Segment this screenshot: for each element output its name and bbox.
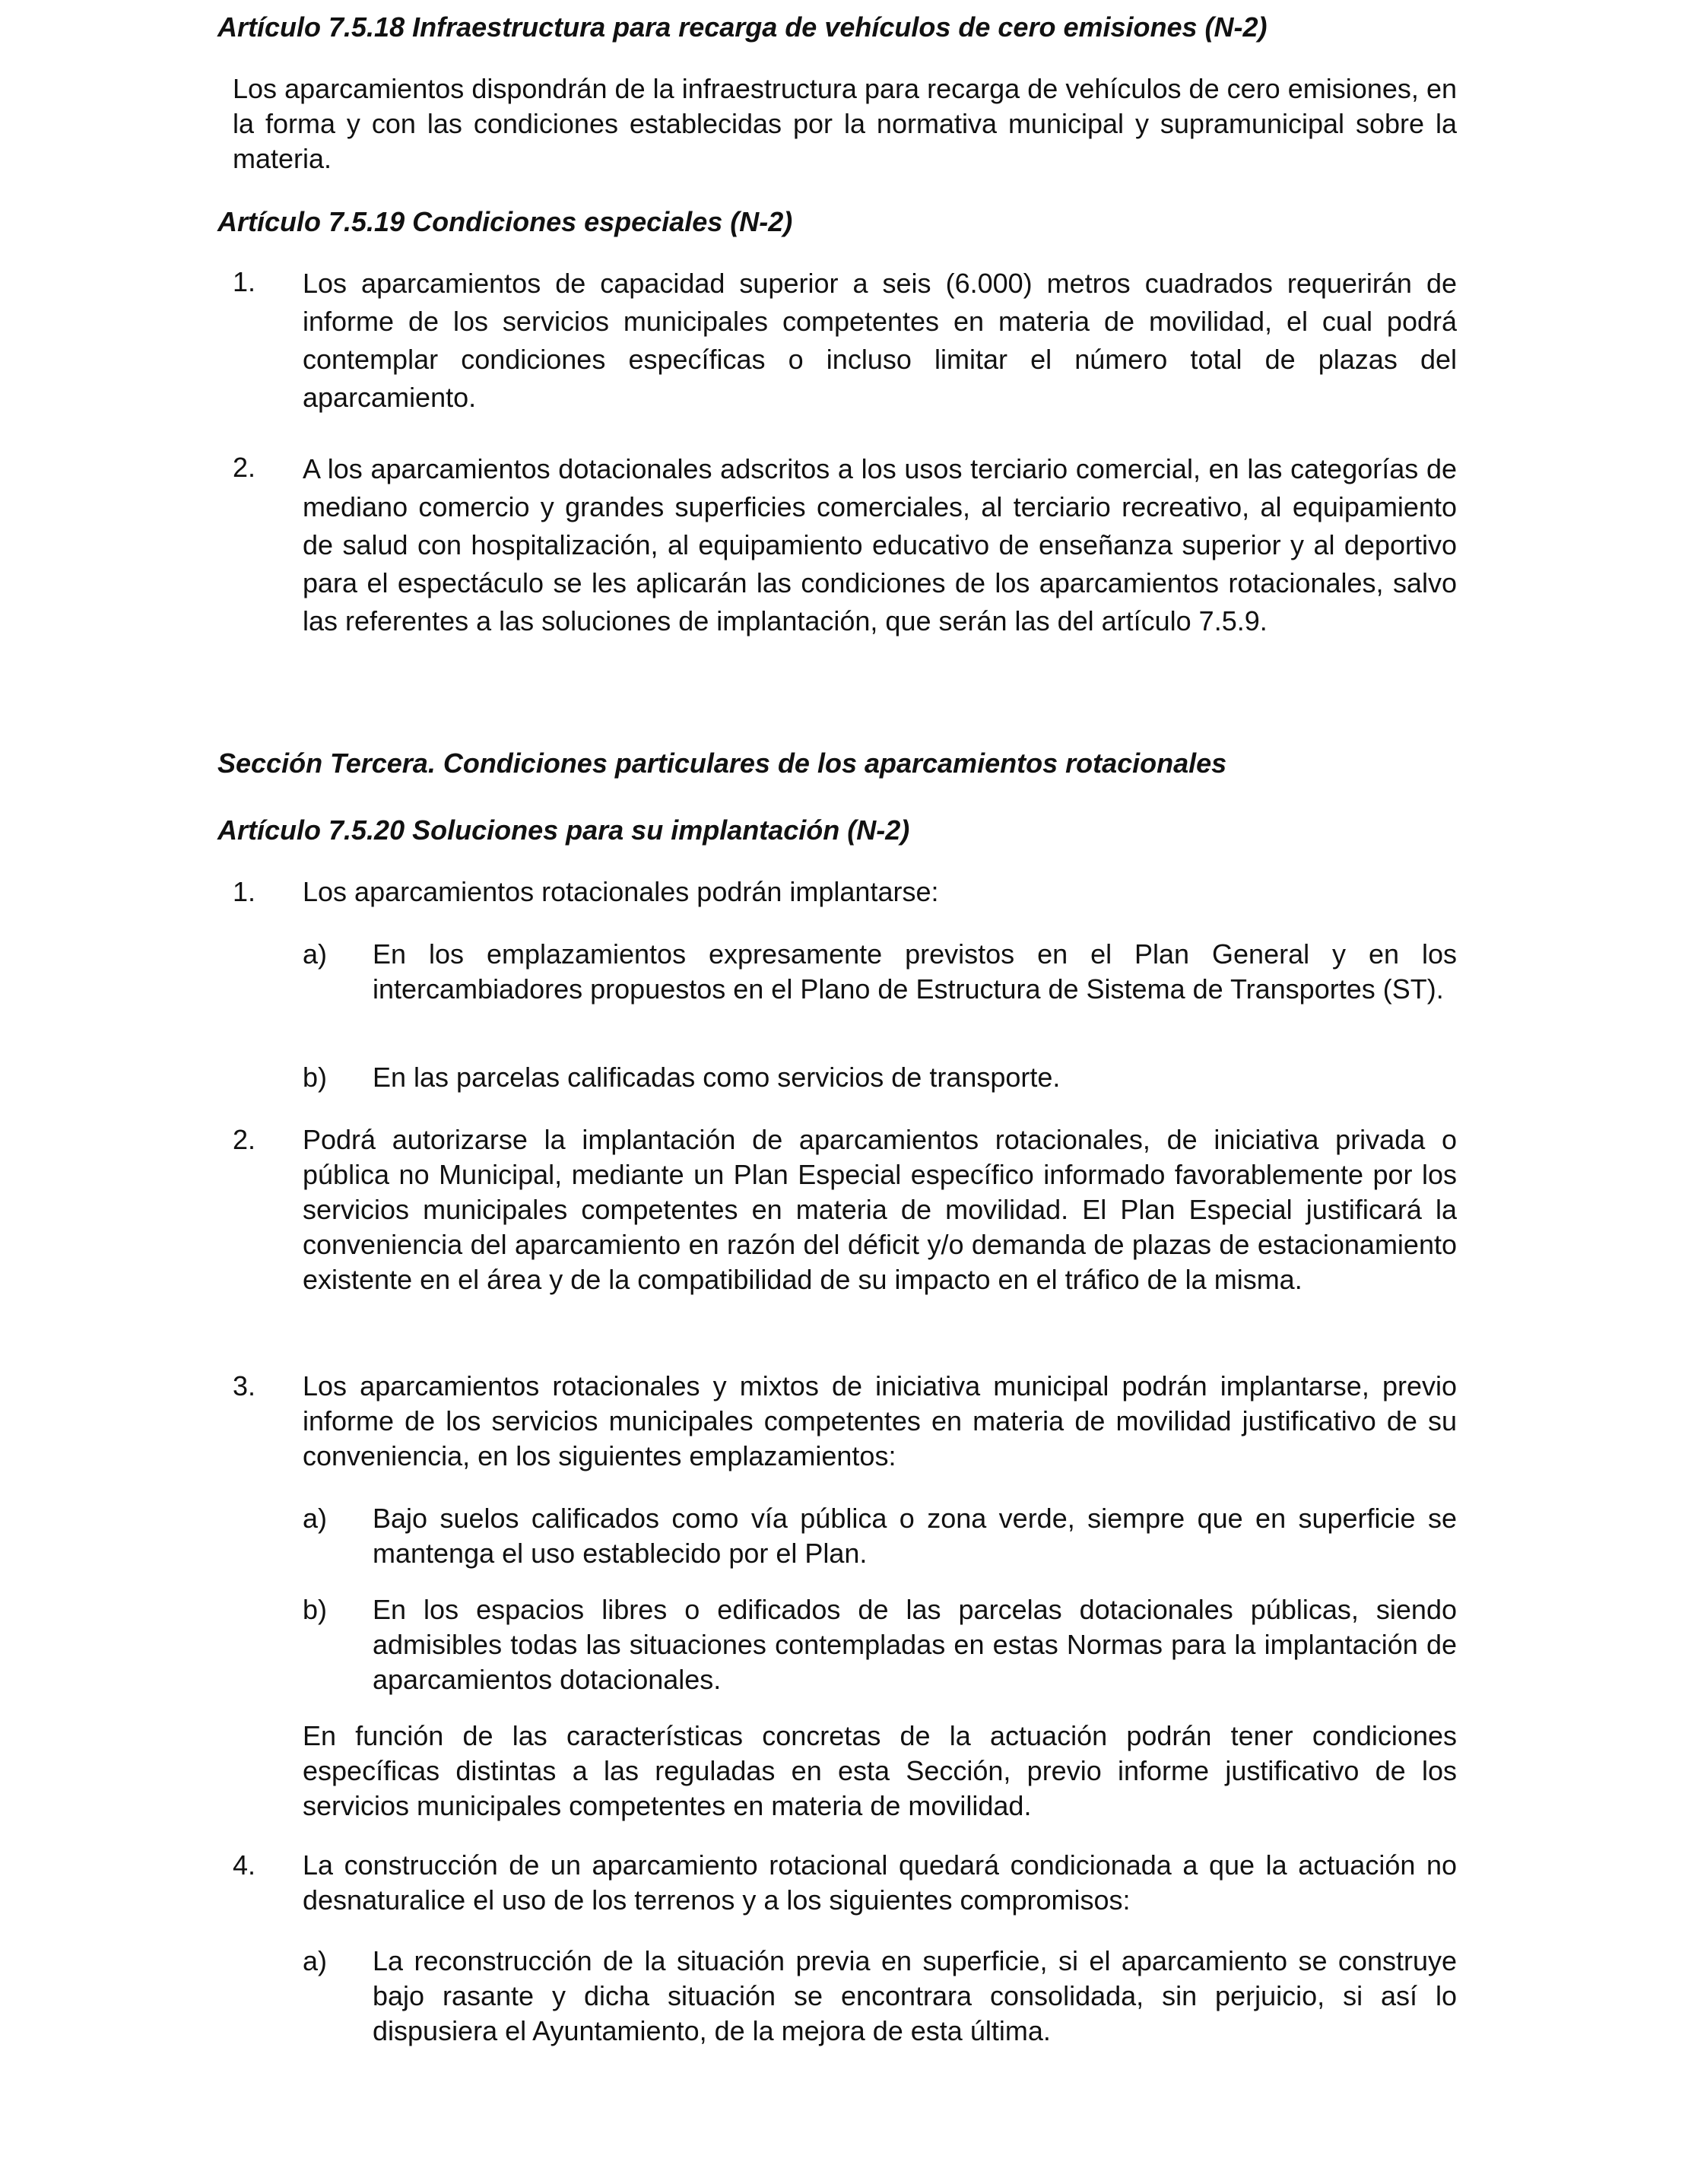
article-7-5-20-item-3-b-text: En los espacios libres o edificados de las parcelas dotacionales públicas, siendo admisibles todas las situaciones contempladas en estas Normas para la implantación de aparcamientos dotacionales. (373, 1594, 1457, 1695)
section-3-heading: Sección Tercera. Condiciones particulares de los aparcamientos rotacionales (217, 748, 1227, 779)
article-7-5-20-item-1-b-letter: b) (303, 1062, 328, 1093)
article-7-5-20-item-1-a-text: En los emplazamientos expresamente previstos en el Plan General y en los intercambiadores propuestos en el Plano de Estructura de Sistema de Transportes (ST). (373, 938, 1457, 1005)
article-7-5-20-item-4-number: 4. (233, 1849, 256, 1881)
article-7-5-20-item-2-text: Podrá autorizarse la implantación de aparcamientos rotacionales, de iniciativa privada o pública no Municipal, mediante un Plan Especial específico informado favorablemente por los servicios municipales competentes en materia de movilidad. El Plan Especial justificará la conveniencia del aparcamiento en razón del déficit y/o demanda de plazas de estacionamiento existente en el área y de la compatibilidad de su impacto en el tráfico de la misma. (303, 1124, 1457, 1295)
article-7-5-19-item-2-text: A los aparcamientos dotacionales adscritos a los usos terciario comercial, en las categorías de mediano comercio y grandes superficies comerciales, al terciario recreativo, al equipamiento de salud con hospitalización, al equipamiento educativo de enseñanza superior y al deportivo para el espectáculo se les aplicarán las condiciones de los aparcamientos rotacionales, salvo las referentes a las soluciones de implantación, que serán las del artículo 7.5.9. (303, 453, 1457, 636)
article-7-5-19-heading: Artículo 7.5.19 Condiciones especiales (N-2) (217, 206, 793, 237)
article-7-5-19-item-1-number: 1. (233, 266, 256, 297)
article-7-5-20-item-2-number: 2. (233, 1124, 256, 1155)
article-7-5-20-item-1-number: 1. (233, 876, 256, 907)
article-7-5-20-item-1-b-text: En las parcelas calificadas como servicios de transporte. (373, 1062, 1061, 1093)
article-7-5-18-heading: Artículo 7.5.18 Infraestructura para recarga de vehículos de cero emisiones (N-2) (217, 11, 1268, 43)
article-7-5-20-item-3-closing: En función de las características concretas de la actuación podrán tener condiciones específicas distintas a las reguladas en esta Sección, previo informe justificativo de los servicios municipales competentes en materia de movilidad. (303, 1720, 1457, 1821)
article-7-5-20-heading: Artículo 7.5.20 Soluciones para su implantación (N-2) (217, 814, 910, 846)
article-7-5-20-item-3-a-text: Bajo suelos calificados como vía pública o zona verde, siempre que en superficie se mantenga el uso establecido por el Plan. (373, 1503, 1457, 1569)
article-7-5-20-item-1-a-letter: a) (303, 938, 328, 970)
article-7-5-20-item-3-b-letter: b) (303, 1594, 328, 1625)
article-7-5-20-item-4-a-text: La reconstrucción de la situación previa en superficie, si el aparcamiento se construye bajo rasante y dicha situación se encontrara consolidada, sin perjuicio, si así lo dispusiera el Ayuntamiento, de la mejora de esta última. (373, 1945, 1457, 2046)
article-7-5-20-item-3-text: Los aparcamientos rotacionales y mixtos de iniciativa municipal podrán implantarse, previo informe de los servicios municipales competentes en materia de movilidad justificativo de su conveniencia, en los siguientes emplazamientos: (303, 1370, 1457, 1471)
article-7-5-18-text: Los aparcamientos dispondrán de la infraestructura para recarga de vehículos de cero emisiones, en la forma y con las condiciones establecidas por la normativa municipal y supramunicipal sobre la materia. (233, 73, 1457, 174)
article-7-5-20-item-3-a-letter: a) (303, 1503, 328, 1534)
article-7-5-19-item-1-text: Los aparcamientos de capacidad superior a seis (6.000) metros cuadrados requerirán de informe de los servicios municipales competentes en materia de movilidad, el cual podrá contemplar condiciones específicas o incluso limitar el número total de plazas del aparcamiento. (303, 268, 1457, 413)
article-7-5-20-item-4-a-letter: a) (303, 1945, 328, 1976)
article-7-5-19-item-2-number: 2. (233, 452, 256, 483)
article-7-5-20-item-4-text: La construcción de un aparcamiento rotacional quedará condicionada a que la actuación no desnaturalice el uso de los terrenos y a los siguientes compromisos: (303, 1849, 1457, 1916)
article-7-5-20-item-1-text: Los aparcamientos rotacionales podrán implantarse: (303, 876, 939, 907)
article-7-5-20-item-3-number: 3. (233, 1370, 256, 1402)
